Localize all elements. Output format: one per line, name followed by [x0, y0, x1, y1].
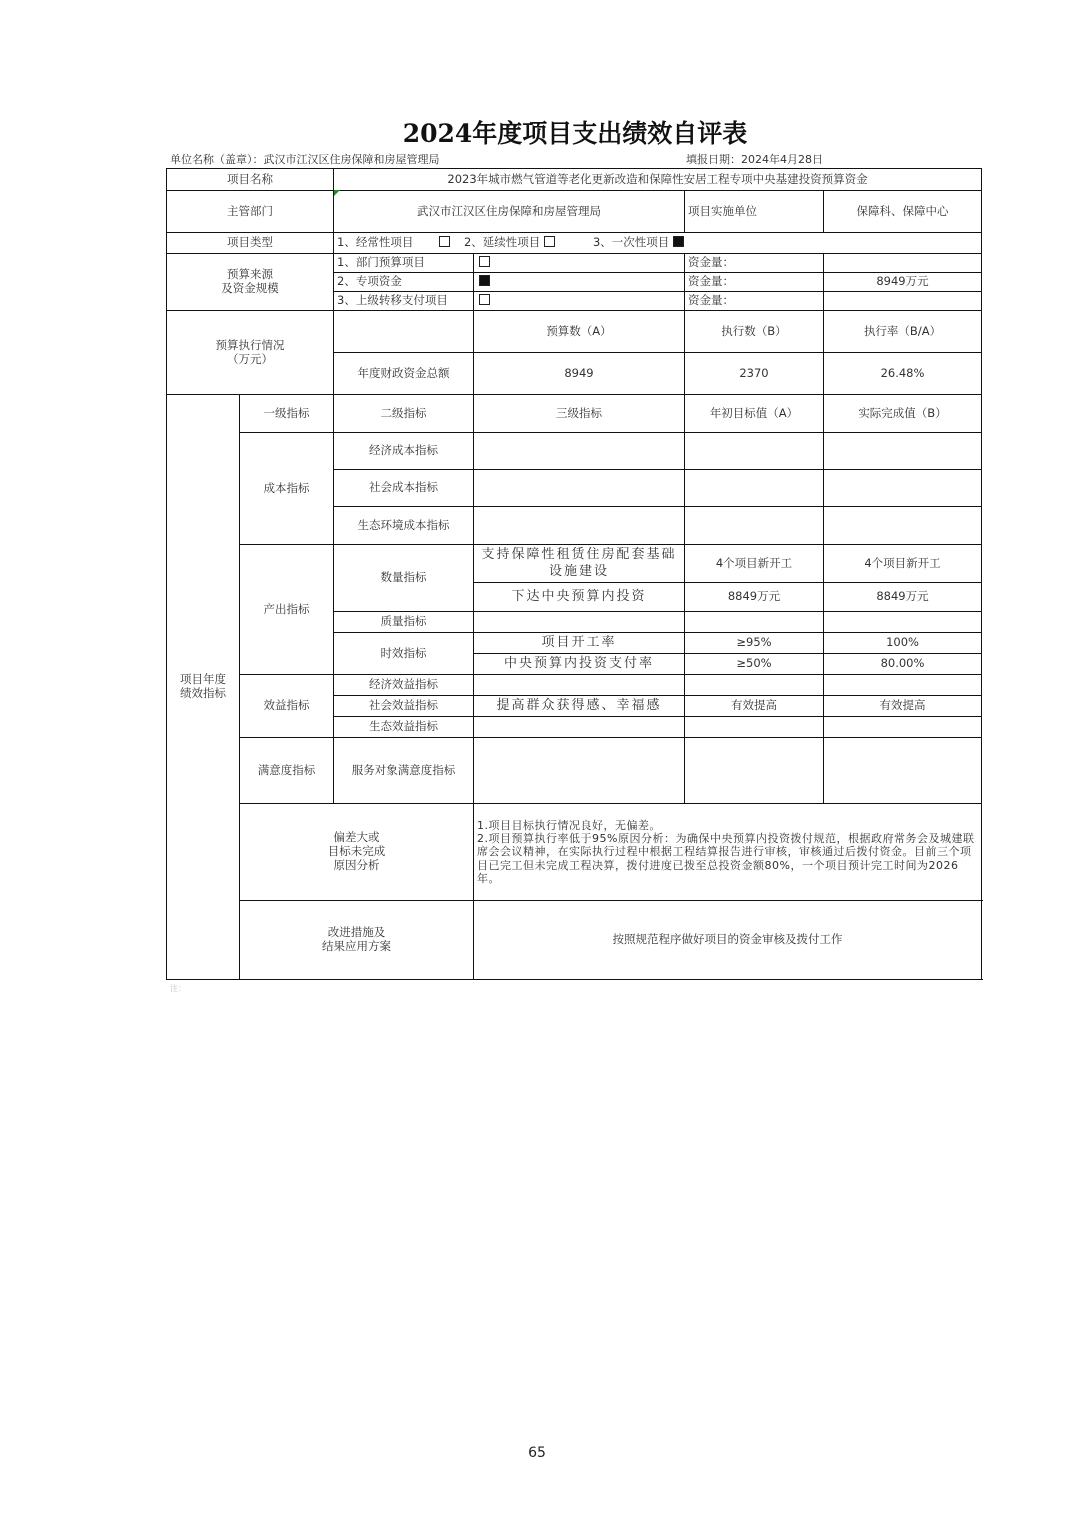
level2-header: 二级指标 — [334, 395, 474, 433]
target-cell — [685, 717, 824, 738]
amount-label: 资金量： — [685, 292, 824, 311]
actual-header: 实际完成值（B） — [824, 395, 982, 433]
checkbox-continuing[interactable] — [544, 236, 555, 247]
level2-cell: 生态效益指标 — [334, 717, 474, 738]
project-name-value: 2023年城市燃气管道等老化更新改造和保障性安居工程专项中央基建投资预算资金 — [334, 169, 982, 191]
page-title: 2024年度项目支出绩效自评表 — [402, 119, 748, 148]
level3-cell — [474, 612, 685, 633]
type-label: 项目类型 — [167, 233, 334, 254]
type-options — [334, 233, 982, 254]
target-cell — [685, 470, 824, 507]
amount-value — [824, 292, 982, 311]
row-project-type — [167, 233, 982, 254]
source-special-fund-label: 2、专项资金 — [334, 273, 474, 292]
quantity-indicator-label: 数量指标 — [334, 545, 474, 612]
level3-cell: 下达中央预算内投资 — [474, 583, 685, 612]
level3-cell — [474, 507, 685, 545]
quality-indicator-label: 质量指标 — [334, 612, 474, 633]
indicators-section-label: 项目年度 绩效指标 — [167, 395, 240, 980]
rate-value: 26.48% — [824, 353, 982, 395]
page-number: 65 — [528, 1445, 546, 1461]
execution-blank — [334, 311, 474, 353]
level2-cell: 社会效益指标 — [334, 696, 474, 717]
actual-cell — [824, 612, 982, 633]
benefit-indicator-label: 效益指标 — [240, 675, 334, 738]
report-date: 填报日期：2024年4月28日 — [686, 153, 823, 166]
row-project-name — [167, 169, 982, 191]
level2-cell: 生态环境成本指标 — [334, 507, 474, 545]
row-satisfaction — [167, 738, 982, 804]
target-cell — [685, 507, 824, 545]
checkbox-recurring[interactable] — [439, 236, 450, 247]
executed-b-value: 2370 — [685, 353, 824, 395]
improvement-label: 改进措施及 结果应用方案 — [240, 901, 474, 980]
checkbox-special-fund[interactable] — [479, 275, 490, 286]
checkbox-transfer[interactable] — [479, 294, 490, 305]
row-deviation-analysis — [167, 804, 982, 901]
source-dept-budget-label: 1、部门预算项目 — [334, 254, 474, 273]
amount-label: 资金量： — [685, 254, 824, 273]
level3-cell: 项目开工率 — [474, 633, 685, 654]
amount-value — [824, 254, 982, 273]
rate-header: 执行率（B/A） — [824, 311, 982, 353]
checkbox-dept-budget[interactable] — [479, 256, 490, 267]
self-evaluation-table — [166, 168, 982, 980]
target-cell: 4个项目新开工 — [685, 545, 824, 583]
actual-cell: 100% — [824, 633, 982, 654]
execution-label: 预算执行情况 （万元） — [167, 311, 334, 395]
amount-label: 资金量： — [685, 273, 824, 292]
improvement-text: 按照规范程序做好项目的资金审核及拨付工作 — [474, 901, 982, 980]
actual-cell: 有效提高 — [824, 696, 982, 717]
target-cell: 有效提高 — [685, 696, 824, 717]
deviation-label: 偏差大或 目标未完成 原因分析 — [240, 804, 474, 901]
dept-label: 主管部门 — [167, 191, 334, 233]
level1-header: 一级指标 — [240, 395, 334, 433]
actual-cell — [824, 675, 982, 696]
cell-comment-marker-icon — [334, 190, 340, 196]
target-cell — [685, 612, 824, 633]
source-special-fund-check-cell — [474, 273, 685, 292]
annual-total-label: 年度财政资金总额 — [334, 353, 474, 395]
level3-cell — [474, 738, 685, 804]
source-transfer-label: 3、上级转移支付项目 — [334, 292, 474, 311]
budget-a-value: 8949 — [474, 353, 685, 395]
level3-header: 三级指标 — [474, 395, 685, 433]
row-output-quantity-1 — [167, 545, 982, 583]
amount-value: 8949万元 — [824, 273, 982, 292]
row-budget-source-1 — [167, 254, 982, 273]
target-header: 年初目标值（A） — [685, 395, 824, 433]
actual-cell — [824, 717, 982, 738]
row-department — [167, 191, 982, 233]
actual-cell: 4个项目新开工 — [824, 545, 982, 583]
actual-cell — [824, 507, 982, 545]
cost-indicator-label: 成本指标 — [240, 433, 334, 545]
executed-b-header: 执行数（B） — [685, 311, 824, 353]
checkbox-onetime[interactable] — [673, 236, 684, 247]
budget-source-label: 预算来源 及资金规模 — [167, 254, 334, 311]
source-dept-budget-check-cell — [474, 254, 685, 273]
level3-cell — [474, 433, 685, 470]
type-option-continuing: 2、延续性项目 — [463, 235, 541, 250]
target-cell — [685, 738, 824, 804]
output-indicator-label: 产出指标 — [240, 545, 334, 675]
row-benefit-economic — [167, 675, 982, 696]
timeliness-indicator-label: 时效指标 — [334, 633, 474, 675]
level2-cell: 社会成本指标 — [334, 470, 474, 507]
type-option-onetime: 3、一次性项目 — [592, 235, 670, 250]
level2-cell: 服务对象满意度指标 — [334, 738, 474, 804]
level3-cell — [474, 470, 685, 507]
level3-cell — [474, 717, 685, 738]
source-transfer-check-cell — [474, 292, 685, 311]
row-improvement — [167, 901, 982, 980]
row-indicator-headers — [167, 395, 982, 433]
actual-cell: 80.00% — [824, 654, 982, 675]
deviation-analysis-text: 1.项目目标执行情况良好，无偏差。 2.项目预算执行率低于95%原因分析：为确保中央预算内投资拨付规范，根据政府常务会及城建联席会会议精神，在实际执行过程中根据工程结算报告进行审核，审核通过后拨付资金。目前三个项目已完工但未完成工程决算，拨付进度已拨至总投资金额80%，一个项目预计完工时间为2026年。 — [474, 804, 982, 901]
level3-cell: 支持保障性租赁住房配套基础设施建设 — [474, 545, 685, 583]
row-execution-header — [167, 311, 982, 353]
impl-unit-label: 项目实施单位 — [685, 191, 824, 233]
actual-cell — [824, 433, 982, 470]
level3-cell — [474, 675, 685, 696]
unit-name: 单位名称（盖章）：武汉市江汉区住房保障和房屋管理局 — [170, 153, 440, 166]
type-option-recurring: 1、经常性项目 — [337, 235, 414, 250]
impl-unit-value: 保障科、保障中心 — [824, 191, 982, 233]
row-cost-economic — [167, 433, 982, 470]
actual-cell: 8849万元 — [824, 583, 982, 612]
target-cell: 8849万元 — [685, 583, 824, 612]
level3-cell: 中央预算内投资支付率 — [474, 654, 685, 675]
actual-cell — [824, 738, 982, 804]
level2-cell: 经济效益指标 — [334, 675, 474, 696]
target-cell: ≥95% — [685, 633, 824, 654]
project-name-label: 项目名称 — [167, 169, 334, 191]
actual-cell — [824, 470, 982, 507]
target-cell — [685, 675, 824, 696]
level2-cell: 经济成本指标 — [334, 433, 474, 470]
target-cell — [685, 433, 824, 470]
budget-a-header: 预算数（A） — [474, 311, 685, 353]
footnote: 注： — [170, 984, 186, 993]
satisfaction-indicator-label: 满意度指标 — [240, 738, 334, 804]
dept-value: 武汉市江汉区住房保障和房屋管理局 — [334, 191, 685, 233]
target-cell: ≥50% — [685, 654, 824, 675]
level3-cell: 提高群众获得感、幸福感 — [474, 696, 685, 717]
